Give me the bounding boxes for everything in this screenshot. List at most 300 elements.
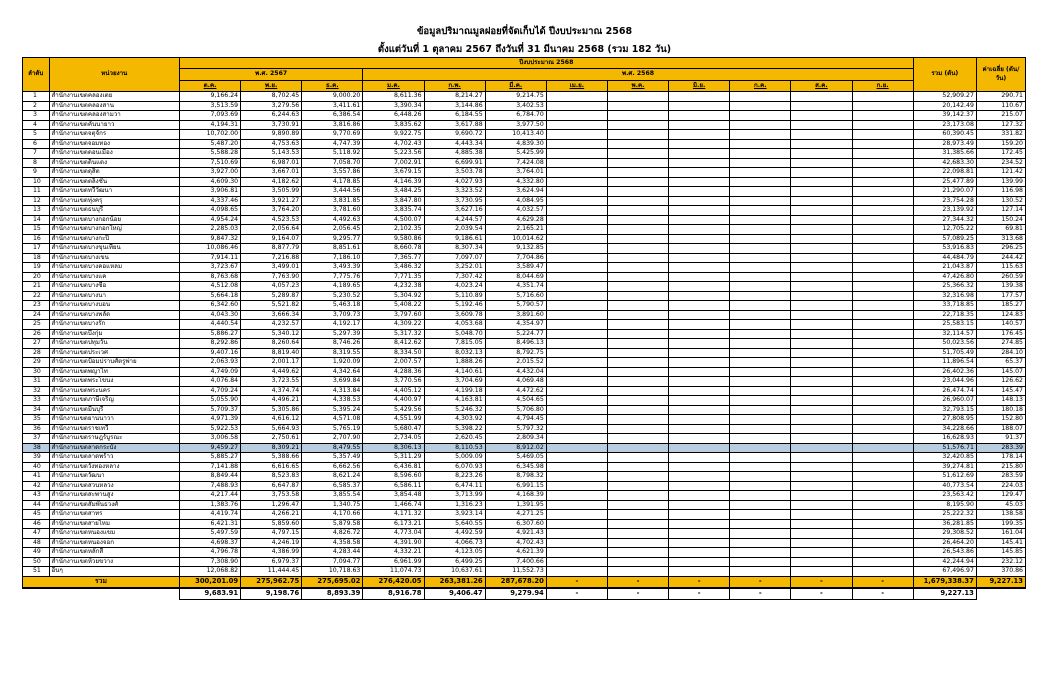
monthly-average-total: 9,227.13 bbox=[913, 588, 976, 600]
month-value: 4,354.97 bbox=[485, 320, 546, 330]
month-empty bbox=[730, 291, 791, 301]
table-row bbox=[23, 415, 1026, 425]
month-empty bbox=[852, 329, 913, 339]
month-value: 5,304.92 bbox=[363, 291, 424, 301]
month-empty bbox=[669, 253, 730, 263]
month-value: 4,551.99 bbox=[363, 415, 424, 425]
totals-month-value: 276,420.05 bbox=[363, 576, 424, 588]
month-value: 4,192.17 bbox=[302, 320, 363, 330]
month-value: 4,066.73 bbox=[424, 538, 485, 548]
month-empty bbox=[730, 538, 791, 548]
month-value: 4,168.39 bbox=[485, 491, 546, 501]
month-value: 9,922.75 bbox=[363, 130, 424, 140]
row-average: 124.83 bbox=[976, 310, 1025, 320]
month-value: 1,920.09 bbox=[302, 358, 363, 368]
month-empty bbox=[791, 253, 852, 263]
month-empty bbox=[669, 339, 730, 349]
month-empty bbox=[607, 158, 668, 168]
month-empty bbox=[791, 206, 852, 216]
month-empty bbox=[607, 491, 668, 501]
month-value: 4,194.31 bbox=[179, 120, 240, 130]
unit-name: สำนักงานเขตหนองแขม bbox=[49, 529, 179, 539]
month-value: 1,316.23 bbox=[424, 500, 485, 510]
month-value: 4,084.95 bbox=[485, 196, 546, 206]
month-empty bbox=[730, 320, 791, 330]
month-value: 6,586.11 bbox=[363, 481, 424, 491]
month-empty bbox=[730, 282, 791, 292]
month-value: 4,057.23 bbox=[241, 282, 302, 292]
month-value: 8,306.13 bbox=[363, 443, 424, 453]
month-value: 6,436.81 bbox=[363, 462, 424, 472]
month-value: 5,246.32 bbox=[424, 405, 485, 415]
header-month: ต.ค. bbox=[179, 81, 240, 92]
month-empty bbox=[852, 301, 913, 311]
row-number: 37 bbox=[23, 434, 50, 444]
month-value: 4,374.74 bbox=[241, 386, 302, 396]
month-empty bbox=[546, 206, 607, 216]
month-value: 4,303.92 bbox=[424, 415, 485, 425]
month-empty bbox=[852, 92, 913, 102]
row-total: 44,484.79 bbox=[913, 253, 976, 263]
month-empty bbox=[607, 92, 668, 102]
month-value: 6,585.37 bbox=[302, 481, 363, 491]
row-total: 26,464.20 bbox=[913, 538, 976, 548]
month-empty bbox=[669, 320, 730, 330]
row-number: 43 bbox=[23, 491, 50, 501]
row-number: 30 bbox=[23, 367, 50, 377]
month-empty bbox=[669, 472, 730, 482]
month-value: 5,765.19 bbox=[302, 424, 363, 434]
month-empty bbox=[607, 225, 668, 235]
month-empty bbox=[669, 415, 730, 425]
month-value: 2,165.21 bbox=[485, 225, 546, 235]
month-empty bbox=[852, 567, 913, 577]
month-empty bbox=[607, 320, 668, 330]
table-row bbox=[23, 481, 1026, 491]
header-year-2567: พ.ศ. 2567 bbox=[179, 69, 362, 81]
unit-name: สำนักงานเขตบางกอกใหญ่ bbox=[49, 225, 179, 235]
row-number: 24 bbox=[23, 310, 50, 320]
row-number: 12 bbox=[23, 196, 50, 206]
month-empty bbox=[730, 111, 791, 121]
table-row bbox=[23, 462, 1026, 472]
month-value: 6,070.93 bbox=[424, 462, 485, 472]
unit-name: สำนักงานเขตบางกะปิ bbox=[49, 234, 179, 244]
month-empty bbox=[730, 453, 791, 463]
month-value: 6,987.01 bbox=[241, 158, 302, 168]
month-value: 4,621.39 bbox=[485, 548, 546, 558]
month-empty bbox=[791, 405, 852, 415]
month-value: 4,170.66 bbox=[302, 510, 363, 520]
month-empty bbox=[669, 443, 730, 453]
unit-name: สำนักงานเขตลาดกระบัง bbox=[49, 443, 179, 453]
month-empty bbox=[607, 177, 668, 187]
table-row bbox=[23, 139, 1026, 149]
month-empty bbox=[546, 557, 607, 567]
row-average: 116.98 bbox=[976, 187, 1025, 197]
row-total: 60,390.45 bbox=[913, 130, 976, 140]
month-empty bbox=[791, 168, 852, 178]
month-empty bbox=[852, 348, 913, 358]
month-empty bbox=[546, 548, 607, 558]
month-empty bbox=[607, 139, 668, 149]
table-row bbox=[23, 282, 1026, 292]
header-month: พ.ค. bbox=[607, 81, 668, 92]
month-value: 4,796.78 bbox=[179, 548, 240, 558]
row-average: 331.82 bbox=[976, 130, 1025, 140]
month-value: 7,058.70 bbox=[302, 158, 363, 168]
row-average: 130.52 bbox=[976, 196, 1025, 206]
month-empty bbox=[730, 377, 791, 387]
month-value: 5,588.28 bbox=[179, 149, 240, 159]
month-value: 3,835.62 bbox=[363, 120, 424, 130]
month-value: 4,773.04 bbox=[363, 529, 424, 539]
month-value: 4,313.84 bbox=[302, 386, 363, 396]
month-empty bbox=[791, 225, 852, 235]
month-empty bbox=[852, 443, 913, 453]
month-empty bbox=[852, 453, 913, 463]
row-average: 145.47 bbox=[976, 386, 1025, 396]
unit-name: สำนักงานเขตบางนา bbox=[49, 291, 179, 301]
month-value: 5,224.77 bbox=[485, 329, 546, 339]
month-empty bbox=[791, 377, 852, 387]
month-value: 6,699.91 bbox=[424, 158, 485, 168]
row-number: 14 bbox=[23, 215, 50, 225]
month-value: 4,702.43 bbox=[363, 139, 424, 149]
month-empty bbox=[546, 120, 607, 130]
month-value: 5,709.37 bbox=[179, 405, 240, 415]
row-number: 51 bbox=[23, 567, 50, 577]
month-value: 4,504.65 bbox=[485, 396, 546, 406]
month-value: 4,826.72 bbox=[302, 529, 363, 539]
month-value: 3,816.86 bbox=[302, 120, 363, 130]
unit-name: สำนักงานเขตพระนคร bbox=[49, 386, 179, 396]
month-value: 2,734.05 bbox=[363, 434, 424, 444]
row-total: 27,344.32 bbox=[913, 215, 976, 225]
row-number: 5 bbox=[23, 130, 50, 140]
month-value: 8,849.44 bbox=[179, 472, 240, 482]
unit-name: สำนักงานเขตคลองสาน bbox=[49, 101, 179, 111]
header-month: พ.ย. bbox=[241, 81, 302, 92]
month-value: 5,110.89 bbox=[424, 291, 485, 301]
month-value: 3,444.56 bbox=[302, 187, 363, 197]
row-average: 110.67 bbox=[976, 101, 1025, 111]
month-empty bbox=[730, 358, 791, 368]
month-value: 8,412.62 bbox=[363, 339, 424, 349]
month-empty bbox=[607, 253, 668, 263]
month-empty bbox=[791, 557, 852, 567]
row-average: 176.45 bbox=[976, 329, 1025, 339]
month-value: 1,466.74 bbox=[363, 500, 424, 510]
month-empty bbox=[791, 548, 852, 558]
totals-dash: - bbox=[607, 576, 668, 588]
month-empty bbox=[607, 424, 668, 434]
month-value: 4,432.04 bbox=[485, 367, 546, 377]
month-empty bbox=[546, 291, 607, 301]
row-number: 42 bbox=[23, 481, 50, 491]
month-empty bbox=[669, 405, 730, 415]
month-value: 6,421.31 bbox=[179, 519, 240, 529]
month-value: 5,009.09 bbox=[424, 453, 485, 463]
row-total: 27,808.95 bbox=[913, 415, 976, 425]
month-value: 7,704.86 bbox=[485, 253, 546, 263]
month-value: 5,463.18 bbox=[302, 301, 363, 311]
month-empty bbox=[546, 424, 607, 434]
table-row bbox=[23, 177, 1026, 187]
month-empty bbox=[607, 111, 668, 121]
row-number: 46 bbox=[23, 519, 50, 529]
month-value: 3,499.01 bbox=[241, 263, 302, 273]
header-year-2568: พ.ศ. 2568 bbox=[363, 69, 913, 81]
month-empty bbox=[791, 111, 852, 121]
month-value: 4,123.05 bbox=[424, 548, 485, 558]
month-value: 9,166.24 bbox=[179, 92, 240, 102]
month-value: 4,288.36 bbox=[363, 367, 424, 377]
month-empty bbox=[791, 519, 852, 529]
row-average: 180.18 bbox=[976, 405, 1025, 415]
month-value: 4,358.58 bbox=[302, 538, 363, 548]
month-empty bbox=[730, 462, 791, 472]
month-empty bbox=[669, 519, 730, 529]
month-value: 8,792.75 bbox=[485, 348, 546, 358]
unit-name: สำนักงานเขตคันนายาว bbox=[49, 120, 179, 130]
month-value: 8,596.60 bbox=[363, 472, 424, 482]
month-empty bbox=[791, 367, 852, 377]
month-value: 4,098.65 bbox=[179, 206, 240, 216]
month-empty bbox=[852, 272, 913, 282]
row-average: 188.07 bbox=[976, 424, 1025, 434]
month-empty bbox=[546, 329, 607, 339]
month-empty bbox=[730, 386, 791, 396]
month-value: 4,332.80 bbox=[485, 177, 546, 187]
month-value: 8,110.53 bbox=[424, 443, 485, 453]
month-value: 5,790.57 bbox=[485, 301, 546, 311]
month-empty bbox=[546, 462, 607, 472]
month-empty bbox=[669, 291, 730, 301]
month-value: 4,232.38 bbox=[363, 282, 424, 292]
row-average: 91.37 bbox=[976, 434, 1025, 444]
month-value: 5,680.47 bbox=[363, 424, 424, 434]
unit-name: สำนักงานเขตบางบอน bbox=[49, 301, 179, 311]
month-empty bbox=[669, 538, 730, 548]
month-value: 4,440.54 bbox=[179, 320, 240, 330]
month-empty bbox=[546, 272, 607, 282]
row-total: 34,228.66 bbox=[913, 424, 976, 434]
month-value: 6,244.63 bbox=[241, 111, 302, 121]
header-total: รวม (ตัน) bbox=[913, 58, 976, 92]
month-empty bbox=[852, 168, 913, 178]
row-total: 51,612.69 bbox=[913, 472, 976, 482]
month-empty bbox=[669, 139, 730, 149]
month-value: 4,443.34 bbox=[424, 139, 485, 149]
row-total: 28,973.49 bbox=[913, 139, 976, 149]
table-row bbox=[23, 548, 1026, 558]
month-value: 8,292.86 bbox=[179, 339, 240, 349]
month-value: 5,859.60 bbox=[241, 519, 302, 529]
month-value: 3,493.39 bbox=[302, 263, 363, 273]
month-empty bbox=[546, 481, 607, 491]
month-empty bbox=[546, 348, 607, 358]
row-number: 39 bbox=[23, 453, 50, 463]
row-total: 32,420.85 bbox=[913, 453, 976, 463]
month-value: 3,977.50 bbox=[485, 120, 546, 130]
row-number: 36 bbox=[23, 424, 50, 434]
unit-name: สำนักงานเขตสาทร bbox=[49, 510, 179, 520]
month-empty bbox=[852, 367, 913, 377]
month-value: 4,523.53 bbox=[241, 215, 302, 225]
month-empty bbox=[791, 301, 852, 311]
row-total: 25,583.15 bbox=[913, 320, 976, 330]
month-value: 4,351.74 bbox=[485, 282, 546, 292]
month-value: 4,332.21 bbox=[363, 548, 424, 558]
month-empty bbox=[730, 396, 791, 406]
month-value: 4,246.19 bbox=[241, 538, 302, 548]
month-empty bbox=[730, 92, 791, 102]
header-fiscal-year: ปีงบประมาณ 2568 bbox=[179, 58, 913, 69]
month-empty bbox=[852, 519, 913, 529]
row-total: 22,098.81 bbox=[913, 168, 976, 178]
row-average: 178.14 bbox=[976, 453, 1025, 463]
table-row bbox=[23, 244, 1026, 254]
unit-name: สำนักงานเขตบางแค bbox=[49, 272, 179, 282]
month-value: 8,309.21 bbox=[241, 443, 302, 453]
month-value: 11,074.73 bbox=[363, 567, 424, 577]
month-value: 8,702.45 bbox=[241, 92, 302, 102]
header-unit: หน่วยงาน bbox=[49, 58, 179, 92]
totals-dash: - bbox=[669, 576, 730, 588]
table-row bbox=[23, 529, 1026, 539]
row-average: 148.13 bbox=[976, 396, 1025, 406]
month-value: 2,056.45 bbox=[302, 225, 363, 235]
month-empty bbox=[852, 291, 913, 301]
monthly-average-value: 9,683.91 bbox=[179, 588, 240, 600]
month-empty bbox=[730, 443, 791, 453]
row-total: 25,366.32 bbox=[913, 282, 976, 292]
month-empty bbox=[852, 491, 913, 501]
month-empty bbox=[791, 462, 852, 472]
month-value: 9,890.89 bbox=[241, 130, 302, 140]
month-value: 3,709.73 bbox=[302, 310, 363, 320]
month-empty bbox=[730, 567, 791, 577]
month-empty bbox=[546, 529, 607, 539]
month-empty bbox=[607, 358, 668, 368]
month-value: 3,753.58 bbox=[241, 491, 302, 501]
month-value: 4,794.45 bbox=[485, 415, 546, 425]
month-empty bbox=[546, 215, 607, 225]
row-average: 284.10 bbox=[976, 348, 1025, 358]
month-value: 4,163.81 bbox=[424, 396, 485, 406]
month-empty bbox=[607, 510, 668, 520]
month-empty bbox=[669, 272, 730, 282]
table-row bbox=[23, 348, 1026, 358]
month-value: 7,488.93 bbox=[179, 481, 240, 491]
month-value: 6,499.25 bbox=[424, 557, 485, 567]
table-row bbox=[23, 491, 1026, 501]
month-empty bbox=[730, 500, 791, 510]
unit-name: สำนักงานเขตสวนหลวง bbox=[49, 481, 179, 491]
month-value: 10,086.46 bbox=[179, 244, 240, 254]
month-value: 5,340.12 bbox=[241, 329, 302, 339]
unit-name: สำนักงานเขตราชเทวี bbox=[49, 424, 179, 434]
row-total: 23,173.08 bbox=[913, 120, 976, 130]
row-number: 27 bbox=[23, 339, 50, 349]
month-value: 4,749.09 bbox=[179, 367, 240, 377]
month-value: 3,921.27 bbox=[241, 196, 302, 206]
month-empty bbox=[607, 339, 668, 349]
month-empty bbox=[730, 424, 791, 434]
month-empty bbox=[791, 434, 852, 444]
unit-name: สำนักงานเขตลาดพร้าว bbox=[49, 453, 179, 463]
month-empty bbox=[546, 567, 607, 577]
month-value: 4,189.65 bbox=[302, 282, 363, 292]
month-empty bbox=[730, 339, 791, 349]
month-value: 3,402.53 bbox=[485, 101, 546, 111]
row-average: 296.25 bbox=[976, 244, 1025, 254]
month-empty bbox=[669, 234, 730, 244]
month-empty bbox=[669, 263, 730, 273]
row-number: 18 bbox=[23, 253, 50, 263]
month-empty bbox=[730, 329, 791, 339]
month-value: 3,411.61 bbox=[302, 101, 363, 111]
month-value: 10,702.00 bbox=[179, 130, 240, 140]
table-row bbox=[23, 567, 1026, 577]
month-value: 3,713.99 bbox=[424, 491, 485, 501]
month-empty bbox=[546, 358, 607, 368]
month-value: 5,317.32 bbox=[363, 329, 424, 339]
monthly-average-value: 9,198.76 bbox=[241, 588, 302, 600]
month-value: 7,216.88 bbox=[241, 253, 302, 263]
month-empty bbox=[546, 519, 607, 529]
month-empty bbox=[546, 92, 607, 102]
month-value: 7,307.42 bbox=[424, 272, 485, 282]
row-total: 32,793.15 bbox=[913, 405, 976, 415]
month-empty bbox=[546, 149, 607, 159]
month-value: 5,879.58 bbox=[302, 519, 363, 529]
row-average: 121.42 bbox=[976, 168, 1025, 178]
unit-name: สำนักงานเขตสัมพันธวงศ์ bbox=[49, 500, 179, 510]
monthly-average-dash: - bbox=[791, 588, 852, 600]
month-empty bbox=[669, 424, 730, 434]
month-value: 6,662.56 bbox=[302, 462, 363, 472]
month-empty bbox=[791, 291, 852, 301]
unit-name: สำนักงานเขตดอนเมือง bbox=[49, 149, 179, 159]
table-row bbox=[23, 358, 1026, 368]
month-empty bbox=[546, 196, 607, 206]
month-value: 1,383.76 bbox=[179, 500, 240, 510]
table-row bbox=[23, 111, 1026, 121]
month-empty bbox=[730, 253, 791, 263]
month-empty bbox=[730, 120, 791, 130]
row-total: 47,426.80 bbox=[913, 272, 976, 282]
month-empty bbox=[669, 548, 730, 558]
month-empty bbox=[852, 462, 913, 472]
month-empty bbox=[546, 101, 607, 111]
month-empty bbox=[791, 500, 852, 510]
month-empty bbox=[546, 377, 607, 387]
row-number: 25 bbox=[23, 320, 50, 330]
month-value: 3,835.74 bbox=[363, 206, 424, 216]
month-empty bbox=[607, 453, 668, 463]
month-value: 4,338.53 bbox=[302, 396, 363, 406]
row-number: 31 bbox=[23, 377, 50, 387]
totals-dash: - bbox=[791, 576, 852, 588]
month-empty bbox=[791, 215, 852, 225]
month-value: 3,006.58 bbox=[179, 434, 240, 444]
month-value: 10,718.63 bbox=[302, 567, 363, 577]
month-value: 2,707.90 bbox=[302, 434, 363, 444]
month-value: 4,182.62 bbox=[241, 177, 302, 187]
month-empty bbox=[607, 101, 668, 111]
